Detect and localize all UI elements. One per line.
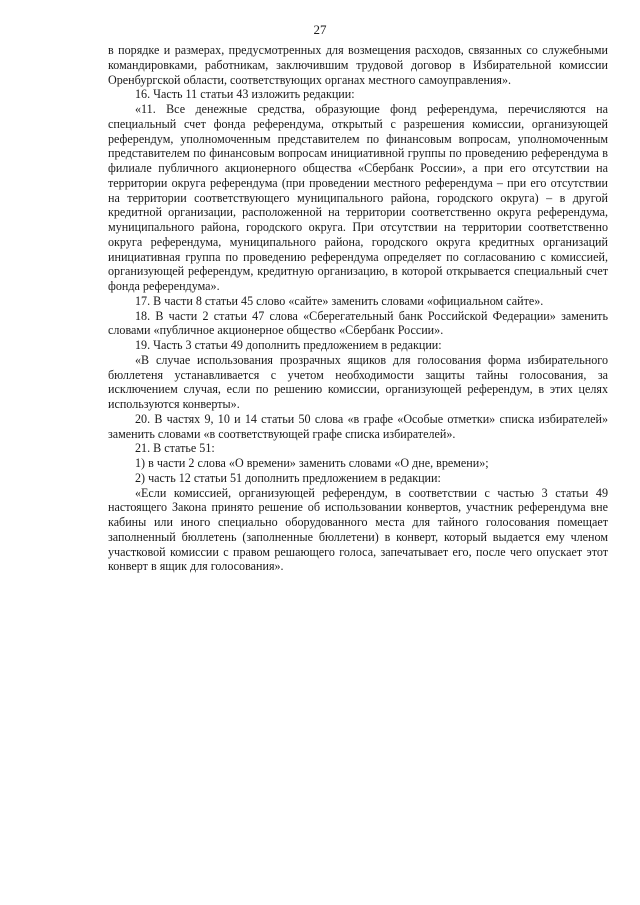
paragraph-p03: «11. Все денежные средства, образующие фонд референдума, перечисляются на специальный счет фонда референдума, открытый с разрешения комиссии, организующей референдум, уполномоченным представителем по финансовым вопросам, уполномоченным представителем по финансовым вопросам инициативной группы по проведению референдума в филиале публичного акционерного общества «Сбербанк России», а при его отсутствии на территории округа референдума (при проведении местного референдума – при его отсутствии на территории соответствующего муниципального района, городского округа) – в другой кредитной организации, расположенной на территории соответственно округа референдума, муниципального района, городского округа. При отсутствии на территории соответственно округа референдума, муниципального района, городского округа кредитных организаций инициативная группа по проведению референдума определяет по согласованию с комиссией, организующей референдум, кредитную организацию, в которой открывается специальный счет фонда референдума». [108,102,608,293]
paragraph-p09: 21. В статье 51: [135,441,215,456]
paragraph-p01: в порядке и размерах, предусмотренных для возмещения расходов, связанных со служебными командировками, работникам, заключившим трудовой договор в Избирательной комиссии Оренбургской области, соответствующих органах местного самоуправления». [108,43,608,87]
paragraph-p04: 17. В части 8 статьи 45 слово «сайте» заменить словами «официальном сайте». [135,293,544,308]
paragraph-p11: 2) часть 12 статьи 51 дополнить предложением в редакции: [135,470,441,485]
paragraph-p05: 18. В части 2 статьи 47 слова «Сберегательный банк Российской Федерации» заменить словами «публичное акционерное общество «Сбербанк России». [108,308,608,338]
paragraph-p10: 1) в части 2 слова «О времени» заменить словами «О дне, времени»; [135,456,489,470]
document-body [108,43,608,574]
paragraph-p12: «Если комиссией, организующей референдум, в соответствии с частью 3 статьи 49 настоящего Закона принято решение об использовании конвертов, участник референдума вне кабины или иного специально оборудованного места для тайного голосования помещает заполненный бюллетень (заполненные бюллетени) в конверт, который выдается ему членом участковой комиссии с правом решающего голоса, запечатывает его, после чего опускает этот конверт в ящик для голосования». [108,485,608,574]
paragraph-p07: «В случае использования прозрачных ящиков для голосования форма избирательного бюллетеня устанавливается с учетом необходимости защиты тайны голосования, за исключением случая, если по решению комиссии, организующей референдум, в этих целях используются конверты». [108,352,608,411]
paragraph-p02: 16. Часть 11 статьи 43 изложить редакции: [135,87,355,102]
page-number: 27 [313,22,327,37]
paragraph-p06: 19. Часть 3 статьи 49 дополнить предложением в редакции: [135,338,442,352]
paragraph-p08: 20. В частях 9, 10 и 14 статьи 50 слова «в графе «Особые отметки» списка избирателей» заменить словами «в соответствующей графе списка избирателей». [108,411,608,441]
